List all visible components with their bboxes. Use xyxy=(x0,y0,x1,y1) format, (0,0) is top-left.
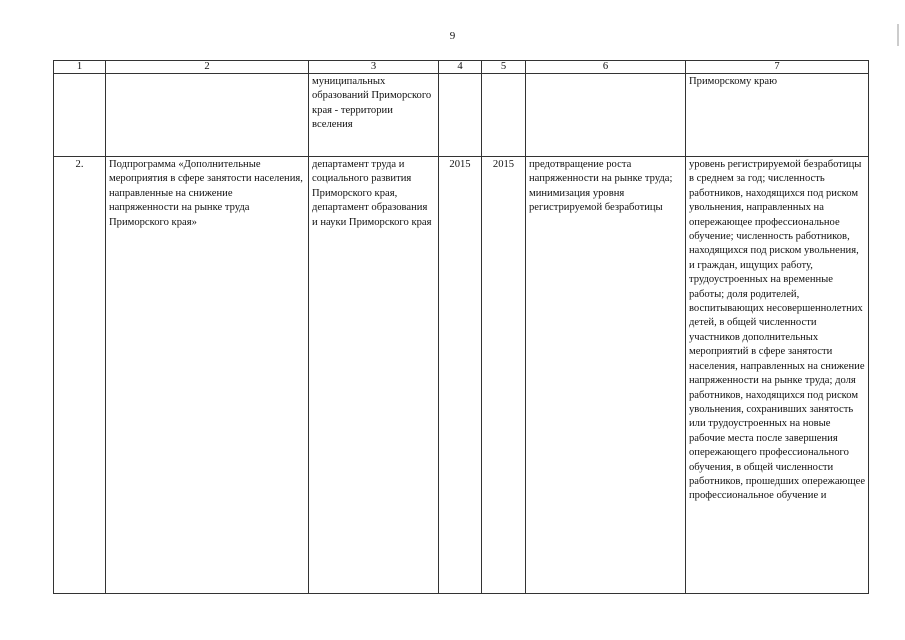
cell-expected-results: предотвращение роста напряженности на рынке труда; минимизация уровня регистрируемой безработицы xyxy=(526,157,686,594)
program-table xyxy=(53,60,869,594)
header-row xyxy=(54,61,869,74)
cont-cell-name xyxy=(106,74,309,157)
scan-edge-mark xyxy=(897,24,899,46)
header-col-7: 7 xyxy=(686,61,869,74)
cont-cell-number xyxy=(54,74,106,157)
header-col-5: 5 xyxy=(482,61,526,74)
cont-cell-start-year xyxy=(439,74,482,157)
cell-end-year: 2015 xyxy=(482,157,526,594)
cell-row-number: 2. xyxy=(54,157,106,594)
header-col-3: 3 xyxy=(309,61,439,74)
header-col-4: 4 xyxy=(439,61,482,74)
header-col-1: 1 xyxy=(54,61,106,74)
cell-start-year: 2015 xyxy=(439,157,482,594)
table-row-continuation xyxy=(54,74,869,157)
cell-executor: департамент труда и социального развития Приморского края, департамент образования и науки Приморского края xyxy=(309,157,439,594)
cont-cell-end-year xyxy=(482,74,526,157)
cont-cell-results xyxy=(526,74,686,157)
header-col-2: 2 xyxy=(106,61,309,74)
table-row-subprogram-2 xyxy=(54,157,869,594)
header-col-6: 6 xyxy=(526,61,686,74)
cell-subprogram-name: Подпрограмма «Дополнительные мероприятия в сфере занятости населения, направленные на снижение напряженности на рынке труда Приморского края» xyxy=(106,157,309,594)
cont-cell-executor: муниципальных образований Приморского края - территории вселения xyxy=(309,74,439,157)
page-number: 9 xyxy=(449,30,456,42)
cont-cell-indicators: Приморскому краю xyxy=(686,74,869,157)
cell-indicators: уровень регистрируемой безработицы в среднем за год; численность работников, находящихся под риском увольнения, направленных на опережающее профессиональное обучение; численность работников, находящихся под риском увольнения, и граждан, ищущих работу, трудоустроенных на временные работы; доля родителей, воспитывающих несовершеннолетних детей, в общей численности участников дополнительных мероприятий в сфере занятости населения, направленных на снижение напряженности на рынке труда; доля работников, находящихся под риском увольнения, сохранивших занятость или трудоустроенных на новые рабочие места после завершения опережающего профессионального обучения, в общей численности работников, прошедших опережающее профессиональное обучение и xyxy=(686,157,869,594)
